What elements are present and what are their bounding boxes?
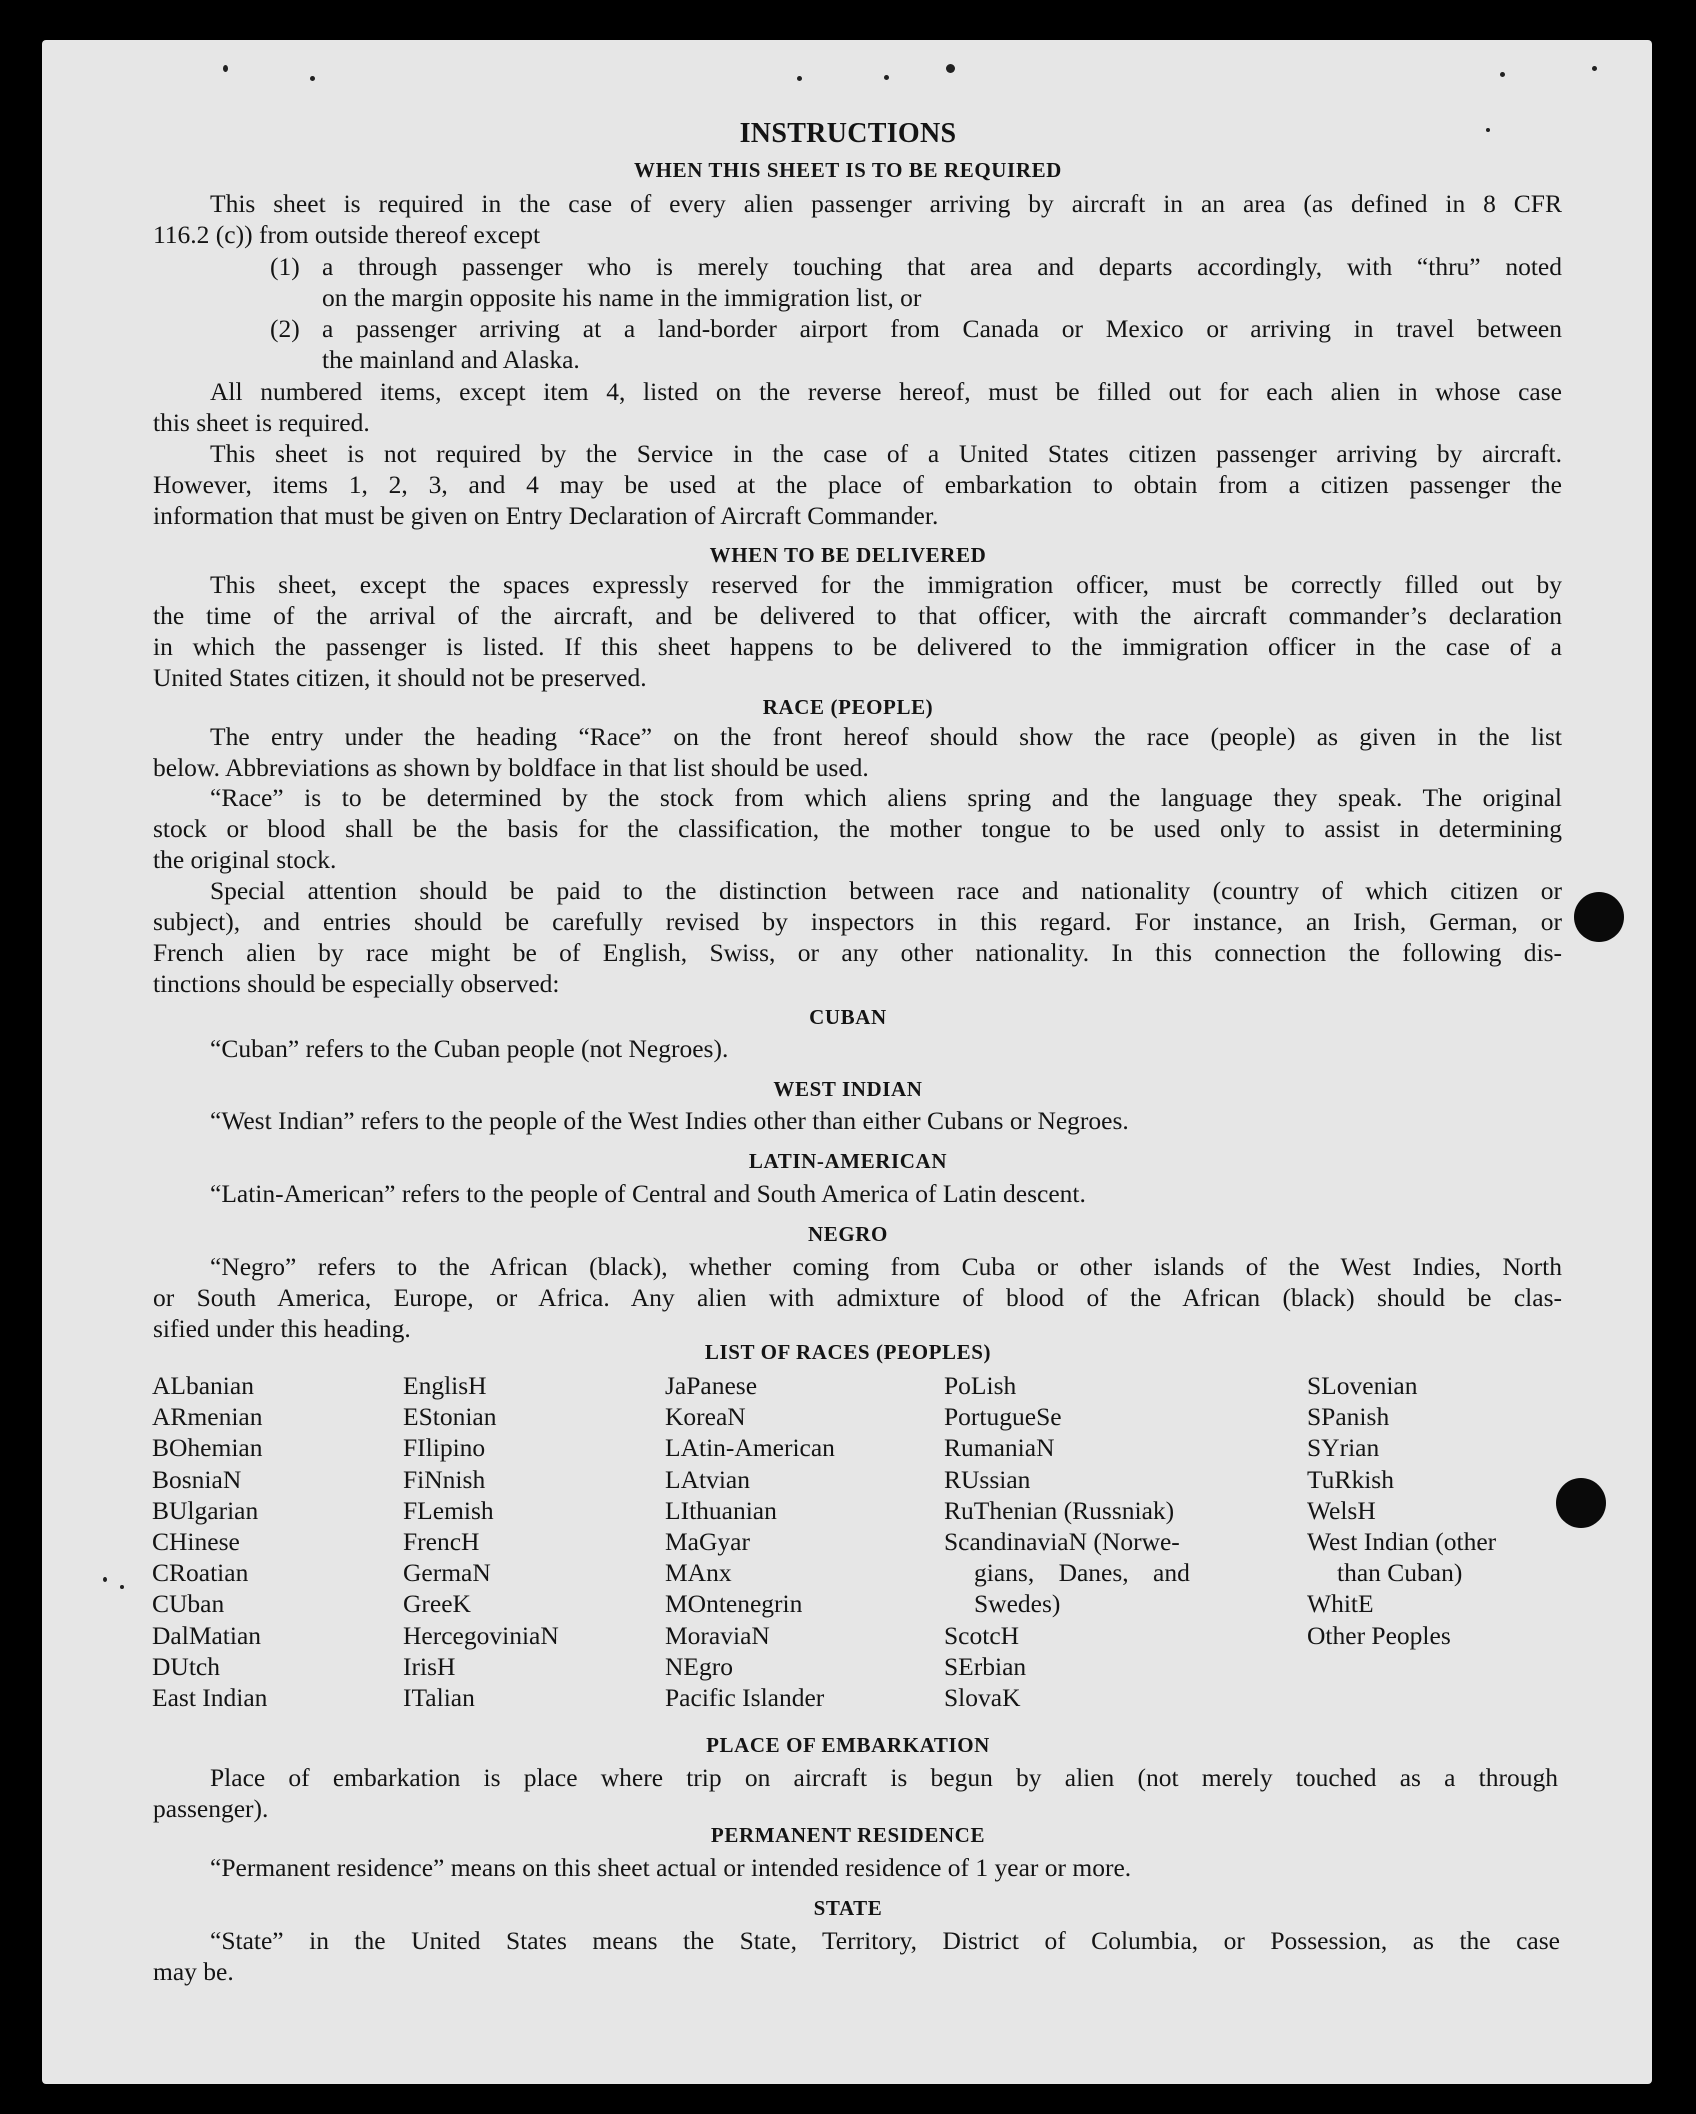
negro-line3: sified under this heading. <box>153 1314 411 1343</box>
embarkation-line1: Place of embarkation is place where trip on aircraft is begun by alien (not merely touched as a through <box>210 1763 1558 1792</box>
section-heading-embarkation: PLACE OF EMBARKATION <box>706 1733 990 1757</box>
section-heading-latin-american: LATIN-AMERICAN <box>748 1149 948 1173</box>
race-para3-line3: French alien by race might be of English, Swiss, or any other nationality. In this connection the following dis- <box>153 938 1562 967</box>
speck <box>103 1577 107 1582</box>
race-item: FiNnish <box>403 1464 486 1494</box>
race-item: MOntenegrin <box>665 1589 803 1619</box>
race-item: ITalian <box>403 1682 475 1712</box>
race-item: LAtin-American <box>665 1433 835 1463</box>
section-heading-state: STATE <box>813 1896 883 1920</box>
required-para3-line3: information that must be given on Entry Declaration of Aircraft Commander. <box>153 501 939 530</box>
race-item: SlovaK <box>944 1682 1021 1712</box>
race-item: ARmenian <box>152 1402 263 1432</box>
section-heading-permanent-residence: PERMANENT RESIDENCE <box>710 1823 986 1847</box>
race-item: DalMatian <box>152 1620 262 1650</box>
punch-hole-top <box>1574 892 1624 942</box>
race-para2-line1: “Race” is to be determined by the stock from which aliens spring and the language they speak. The original <box>210 783 1562 812</box>
required-para1-line1: This sheet is required in the case of every alien passenger arriving by aircraft in an area (as defined in 8 CFR <box>210 189 1562 218</box>
race-item: FIlipino <box>403 1433 486 1463</box>
race-item: SYrian <box>1307 1433 1380 1463</box>
race-item: GermaN <box>403 1558 491 1588</box>
section-heading-required: WHEN THIS SHEET IS TO BE REQUIRED <box>634 158 1062 182</box>
race-item: CRoatian <box>152 1558 249 1588</box>
race-para1-line2: below. Abbreviations as shown by boldface in that list should be used. <box>153 753 869 782</box>
section-heading-west-indian: WEST INDIAN <box>773 1077 923 1101</box>
section-heading-race: RACE (PEOPLE) <box>762 695 934 719</box>
race-para3-line4: tinctions should be especially observed: <box>153 969 560 998</box>
race-item: GreeK <box>403 1589 471 1619</box>
race-para2-line3: the original stock. <box>153 845 337 874</box>
race-item: WhitE <box>1307 1589 1374 1619</box>
race-item: DUtch <box>152 1651 220 1681</box>
exception-1-line2: on the margin opposite his name in the immigration list, or <box>322 283 922 312</box>
race-item: RumaniaN <box>944 1433 1055 1463</box>
delivered-line1: This sheet, except the spaces expressly reserved for the immigration officer, must be correctly filled out by <box>210 570 1562 599</box>
delivered-line3: in which the passenger is listed. If this sheet happens to be delivered to the immigration officer in the case of a <box>153 632 1562 661</box>
race-item: SPanish <box>1307 1402 1390 1432</box>
speck <box>1592 66 1597 71</box>
race-item: RUssian <box>944 1464 1031 1494</box>
required-para2-line1: All numbered items, except item 4, listed on the reverse hereof, must be filled out for each alien in whose case <box>210 377 1562 406</box>
required-para2-line2: this sheet is required. <box>153 408 370 437</box>
race-item: SLovenian <box>1307 1371 1418 1400</box>
negro-line1: “Negro” refers to the African (black), whether coming from Cuba or other islands of the West Indies, North <box>210 1252 1562 1281</box>
race-item: BOhemian <box>152 1433 263 1463</box>
race-item: CUban <box>152 1589 225 1619</box>
delivered-line2: the time of the arrival of the aircraft, and be delivered to that officer, with the aircraft commander’s declaration <box>153 601 1562 630</box>
permanent-residence-text: “Permanent residence” means on this sheet actual or intended residence of 1 year or more. <box>210 1853 1132 1882</box>
race-item: JaPanese <box>665 1371 758 1400</box>
speck <box>946 64 955 73</box>
section-heading-negro: NEGRO <box>807 1222 888 1246</box>
race-item: IrisH <box>403 1651 456 1681</box>
race-item: PoLish <box>944 1371 1017 1400</box>
required-para3-line2: However, items 1, 2, 3, and 4 may be used at the place of embarkation to obtain from a citizen passenger the <box>153 470 1562 499</box>
race-item: EnglisH <box>403 1371 487 1400</box>
speck <box>1500 72 1505 77</box>
embarkation-line2: passenger). <box>153 1794 269 1823</box>
race-item: BosniaN <box>152 1464 242 1494</box>
required-para3-line1: This sheet is not required by the Service in the case of a United States citizen passenger arriving by aircraft. <box>210 439 1562 468</box>
race-item: ScotcH <box>944 1620 1020 1650</box>
race-item: PortugueSe <box>944 1402 1062 1432</box>
race-item: FrencH <box>403 1526 480 1556</box>
race-para3-line1: Special attention should be paid to the distinction between race and nationality (country of which citizen or <box>210 876 1562 905</box>
speck <box>223 65 228 72</box>
state-line1: “State” in the United States means the State, Territory, District of Columbia, or Possession, as the case <box>210 1926 1560 1955</box>
races-column-2 <box>403 1370 559 1713</box>
exception-2-line2: the mainland and Alaska. <box>322 345 580 374</box>
race-item: West Indian (other <box>1307 1526 1497 1556</box>
cuban-text: “Cuban” refers to the Cuban people (not Negroes). <box>210 1034 729 1063</box>
race-item: WelsH <box>1307 1495 1376 1525</box>
speck <box>797 76 802 81</box>
state-line2: may be. <box>153 1957 234 1986</box>
negro-line2: or South America, Europe, or Africa. Any alien with admixture of blood of the African (black) should be clas- <box>153 1283 1562 1312</box>
race-item: Pacific Islander <box>665 1682 825 1712</box>
race-item: BUlgarian <box>152 1495 259 1525</box>
race-item: ALbanian <box>152 1371 254 1400</box>
race-item: LIthuanian <box>665 1495 777 1525</box>
races-column-1 <box>152 1370 267 1713</box>
race-para2-line2: stock or blood shall be the basis for the classification, the mother tongue to be used only to assist in determining <box>153 814 1562 843</box>
race-para3-line2: subject), and entries should be carefully revised by inspectors in this regard. For instance, an Irish, German, or <box>153 907 1562 936</box>
race-item: East Indian <box>152 1682 268 1712</box>
race-item: CHinese <box>152 1526 240 1556</box>
race-item: FLemish <box>403 1495 494 1525</box>
exception-2-number: (2) <box>270 314 300 343</box>
exception-1-number: (1) <box>270 252 300 281</box>
race-item: KoreaN <box>665 1402 746 1432</box>
speck <box>310 76 315 81</box>
race-item: HercegoviniaN <box>403 1620 559 1650</box>
race-para1-line1: The entry under the heading “Race” on the front hereof should show the race (people) as given in the list <box>210 722 1562 751</box>
race-item: TuRkish <box>1307 1464 1394 1494</box>
race-item: MaGyar <box>665 1526 750 1556</box>
race-item: MoraviaN <box>665 1620 770 1650</box>
race-item: RuThenian (Russniak) <box>944 1495 1175 1525</box>
race-item: Other Peoples <box>1307 1620 1451 1650</box>
section-heading-list-of-races: LIST OF RACES (PEOPLES) <box>704 1340 992 1364</box>
races-column-4 <box>944 1370 1190 1713</box>
section-heading-delivered: WHEN TO BE DELIVERED <box>709 543 987 567</box>
required-para1-line2: 116.2 (c)) from outside thereof except <box>153 220 541 249</box>
exception-2-line1: a passenger arriving at a land-border airport from Canada or Mexico or arriving in travel between <box>322 314 1562 343</box>
west-indian-text: “West Indian” refers to the people of the West Indies other than either Cubans or Negroes. <box>210 1106 1129 1135</box>
race-item: NEgro <box>665 1651 733 1681</box>
race-item: EStonian <box>403 1402 497 1432</box>
race-item: LAtvian <box>665 1464 750 1494</box>
speck <box>884 75 889 80</box>
races-column-5 <box>1307 1370 1496 1651</box>
punch-hole-bottom <box>1556 1478 1606 1528</box>
delivered-line4: United States citizen, it should not be preserved. <box>153 663 647 692</box>
race-item: SErbian <box>944 1651 1027 1681</box>
races-column-3 <box>665 1370 835 1713</box>
race-item: ScandinaviaN (Norwe- <box>944 1526 1180 1556</box>
speck <box>120 1585 124 1589</box>
race-item: than Cuban) <box>1337 1558 1463 1588</box>
latin-american-text: “Latin-American” refers to the people of Central and South America of Latin descent. <box>210 1179 1086 1208</box>
race-item: gians, Danes, and <box>974 1558 1190 1588</box>
race-item: Swedes) <box>974 1589 1061 1619</box>
exception-1-line1: a through passenger who is merely touching that area and departs accordingly, with “thru” noted <box>322 252 1562 281</box>
race-item: MAnx <box>665 1558 732 1588</box>
page-title: INSTRUCTIONS <box>739 118 957 149</box>
section-heading-cuban: CUBAN <box>809 1005 887 1029</box>
